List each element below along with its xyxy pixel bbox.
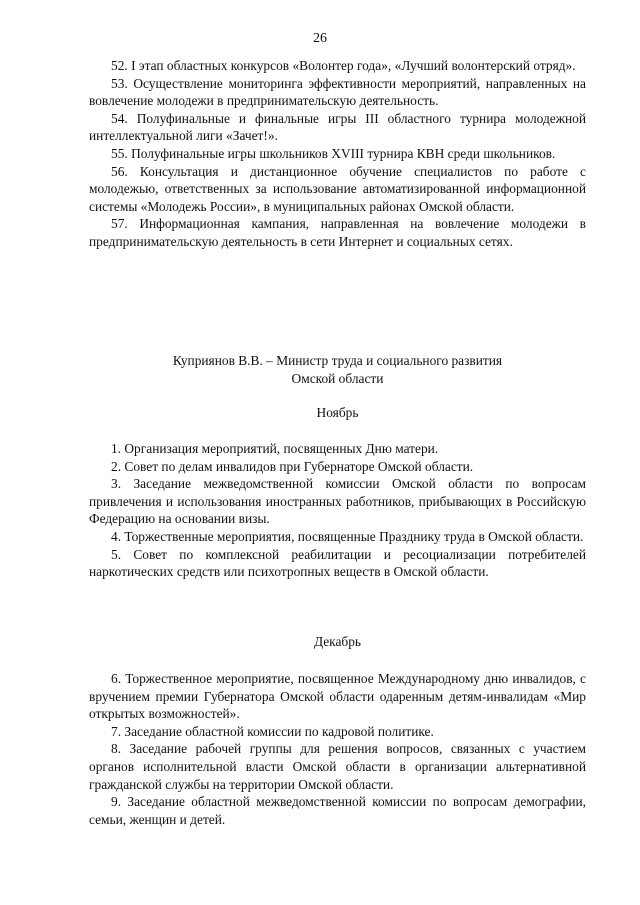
list-item: 55. Полуфинальные игры школьников XVIII турнира КВН среди школьников. — [111, 145, 556, 161]
month-heading-november: Ноябрь — [316, 405, 359, 420]
list-item: 3. Заседание межведомственной комиссии Омской области по вопросам привлечения и использования иностранных работников, прибывающих в Российскую Федерацию на основании визы. — [89, 476, 586, 527]
list-item: 9. Заседание областной межведомственной комиссии по вопросам демографии, семьи, женщин и детей. — [89, 794, 586, 827]
list-item: 6. Торжественное мероприятие, посвященное Международному дню инвалидов, с вручением премии Губернатора Омской области одаренным детям-инвалидам «Мир открытых возможностей». — [89, 671, 586, 722]
list-item: 7. Заседание областной комиссии по кадровой политике. — [111, 723, 434, 739]
list-item: 56. Консультация и дистанционное обучение специалистов по работе с молодежью, ответственных за использование автоматизированной информационной системы «Молодежь России», в муниципальных районах Омской области. — [89, 163, 586, 214]
responsible-heading — [89, 352, 586, 387]
list-item: 1. Организация мероприятий, посвященных Дню матери. — [111, 441, 439, 456]
list-item: 8. Заседание рабочей группы для решения вопросов, связанных с участием органов исполнительной власти Омской области в организации альтернативной гражданской службы на территории Омской области. — [89, 741, 586, 792]
list-item: 54. Полуфинальные и финальные игры III областного турнира молодежной интеллектуальной лиги «Зачет!». — [89, 110, 586, 144]
december-list — [89, 670, 586, 828]
november-heading-wrap — [89, 404, 586, 422]
list-item: 53. Осуществление мониторинга эффективности мероприятий, направленных на вовлечение молодежи в предпринимательскую деятельность. — [89, 75, 586, 109]
december-heading-wrap — [89, 633, 586, 651]
month-heading-december: Декабрь — [313, 634, 362, 649]
list-item: 2. Совет по делам инвалидов при Губернаторе Омской области. — [111, 458, 474, 474]
november-list — [89, 440, 586, 581]
list-item: 52. I этап областных конкурсов «Волонтер года», «Лучший волонтерский отряд». — [111, 58, 576, 73]
list-item: 5. Совет по комплексной реабилитации и ресоциализации потребителей наркотических средств или психотропных веществ в Омской области. — [89, 546, 586, 580]
top-items-list — [89, 57, 586, 251]
responsible-line-2: Омской области — [291, 370, 384, 386]
list-item: 4. Торжественные мероприятия, посвященные Празднику труда в Омской области. — [111, 528, 584, 544]
list-item: 57. Информационная кампания, направленная на вовлечение молодежи в предпринимательскую деятельность в сети Интернет и социальных сетях. — [89, 216, 586, 249]
responsible-line-1: Куприянов В.В. – Министр труда и социального развития — [172, 353, 503, 368]
page-number: 26 — [313, 31, 327, 46]
